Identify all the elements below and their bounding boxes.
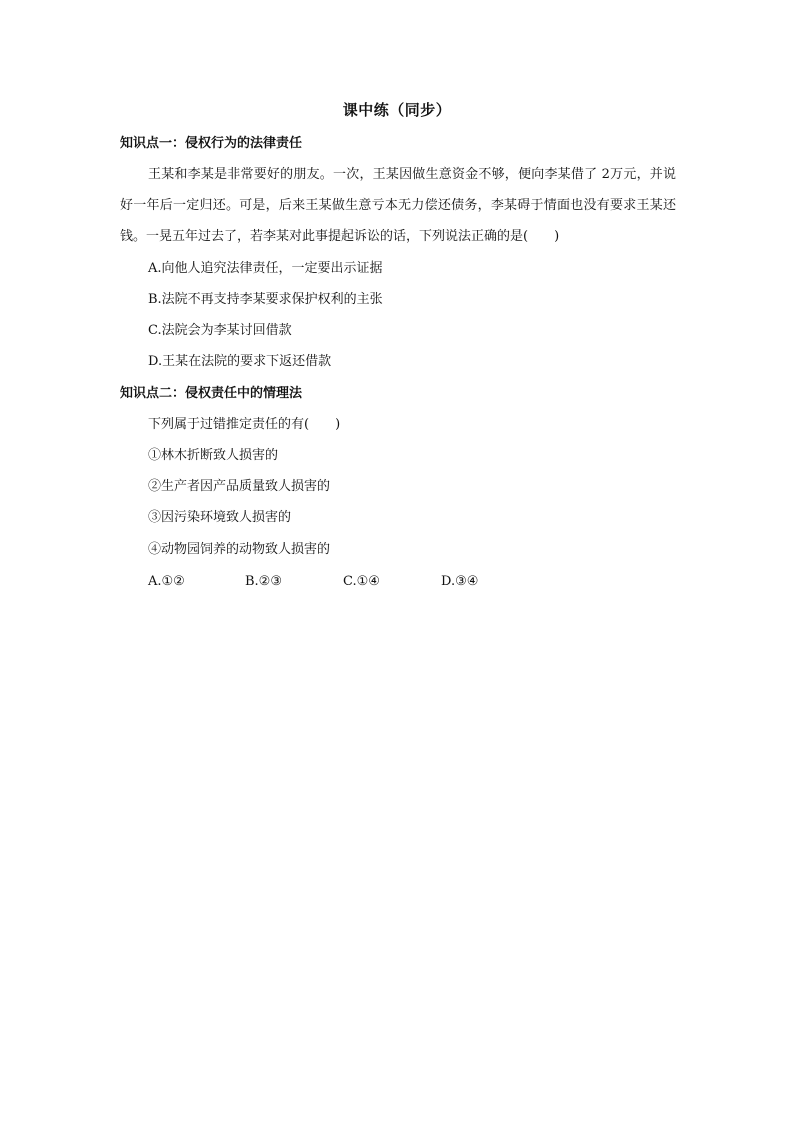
statement-3: ③因污染环境致人损害的 — [148, 510, 292, 525]
page-title: 课中练（同步） — [342, 101, 452, 119]
choice-c: C.①④ — [343, 574, 380, 589]
section-heading-1: 知识点一：侵权行为的法律责任 — [120, 136, 303, 151]
option-d: D.王某在法院的要求下返还借款 — [148, 354, 332, 369]
option-a: A.向他人追究法律责任，一定要出示证据 — [148, 261, 383, 276]
statement-2: ②生产者因产品质量致人损害的 — [148, 479, 331, 494]
statement-4: ④动物园饲养的动物致人损害的 — [148, 542, 331, 557]
option-b: B.法院不再支持李某要求保护权利的主张 — [148, 292, 383, 307]
choice-d: D.③④ — [441, 574, 479, 589]
section-heading-2: 知识点二：侵权责任中的情理法 — [120, 386, 303, 401]
question-1-text: 王某和李某是非常要好的朋友。一次，王某因做生意资金不够，便向李某借了 2万元，并说好一年后一定归还。可是，后来王某做生意亏本无力偿还债务，李某碍于情面也没有要求王某还钱。一晃五年过去了，若李某对此事提起诉讼的话，下列说法正确的是( ) — [120, 167, 676, 244]
choice-a: A.①② — [148, 574, 185, 589]
statement-1: ①林木折断致人损害的 — [148, 448, 279, 463]
choice-b: B.②③ — [245, 574, 282, 589]
option-c: C.法院会为李某讨回借款 — [148, 323, 292, 338]
question-2-text: 下列属于过错推定责任的有( ) — [148, 417, 341, 432]
